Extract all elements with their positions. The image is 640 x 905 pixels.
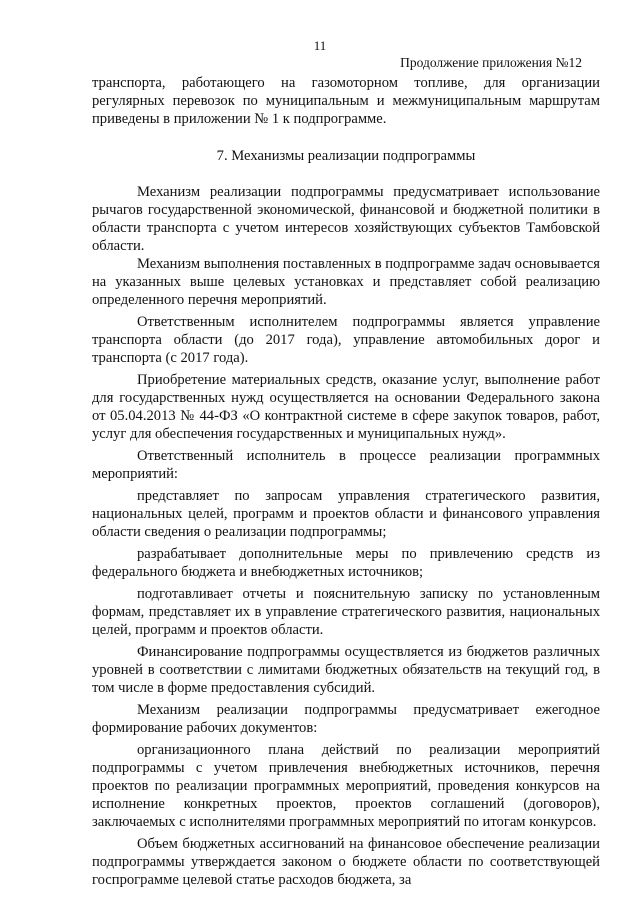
paragraph-6: представляет по запросам управления стратегического развития, национальных целей, программ и проектов области и финансового управления области сведения о реализации подпрограммы;	[92, 488, 600, 540]
paragraph-4: Приобретение материальных средств, оказание услуг, выполнение работ для государственных нужд осуществляется на основании Федерального закона от 05.04.2013 № 44-ФЗ «О контрактной системе в сфере закупок товаров, работ, услуг для обеспечения государственных и муниципальных нужд».	[92, 372, 600, 442]
document-body	[92, 74, 600, 889]
paragraph-7: разрабатывает дополнительные меры по привлечению средств из федерального бюджета и внебюджетных источников;	[92, 546, 600, 580]
appendix-continuation: Продолжение приложения №12	[400, 55, 582, 70]
paragraph-2: Механизм выполнения поставленных в подпрограмме задач основывается на указанных выше целевых установках и представляет собой реализацию определенного перечня мероприятий.	[92, 256, 600, 308]
paragraph-9: Финансирование подпрограммы осуществляется из бюджетов различных уровней в соответствии с лимитами бюджетных обязательств на текущий год, в том числе в форме предоставления субсидий.	[92, 644, 600, 696]
paragraph-12: Объем бюджетных ассигнований на финансовое обеспечение реализации подпрограммы утверждается законом о бюджете области по соответствующей госпрограмме целевой статье расходов бюджета, за	[92, 836, 600, 888]
section-title: 7. Механизмы реализации подпрограммы	[216, 148, 476, 164]
page-number: 11	[313, 38, 327, 53]
paragraph-5: Ответственный исполнитель в процессе реализации программных мероприятий:	[92, 448, 600, 482]
intro-paragraph: транспорта, работающего на газомоторном топливе, для организации регулярных перевозок по муниципальным и межмуниципальным маршрутам приведены в приложении № 1 к подпрограмме.	[92, 75, 600, 127]
paragraph-1: Механизм реализации подпрограммы предусматривает использование рычагов государственной экономической, финансовой и бюджетной политики в области транспорта с учетом интересов хозяйствующих субъектов Тамбовской области.	[92, 184, 600, 254]
paragraph-3: Ответственным исполнителем подпрограммы является управление транспорта области (до 2017 года), управление автомобильных дорог и транспорта (с 2017 года).	[92, 314, 600, 366]
paragraph-10: Механизм реализации подпрограммы предусматривает ежегодное формирование рабочих документов:	[92, 702, 600, 736]
paragraph-11: организационного плана действий по реализации мероприятий подпрограммы с учетом привлечения внебюджетных источников, перечня проектов по реализации программных мероприятий, проведения конкурсов на исполнение конкретных проектов, проектов соглашений (договоров), заключаемых с исполнителями программных мероприятий по итогам конкурсов.	[92, 742, 600, 830]
paragraph-8: подготавливает отчеты и пояснительную записку по установленным формам, представляет их в управление стратегического развития, национальных целей, программ и проектов области.	[92, 586, 600, 638]
